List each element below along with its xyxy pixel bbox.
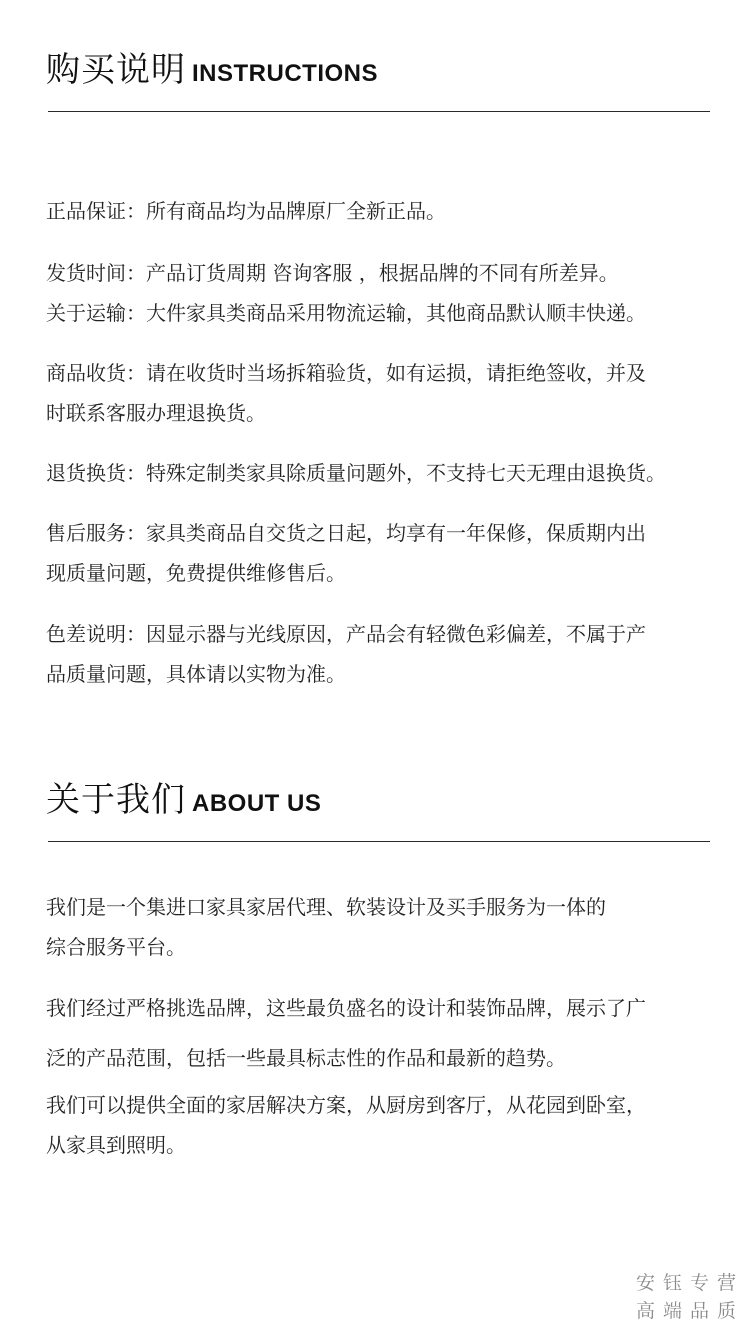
instructions-heading xyxy=(46,42,378,91)
instruction-line: 售后服务：家具类商品自交货之日起，均享有一年保修，保质期内出 xyxy=(46,521,646,545)
about-line: 我们可以提供全面的家居解决方案，从厨房到客厅，从花园到卧室， xyxy=(46,1093,646,1117)
about-title-en: ABOUT US xyxy=(192,790,322,817)
instruction-line: 发货时间：产品订货周期 咨询客服 ，根据品牌的不同有所差异。 xyxy=(46,261,619,285)
about-line: 我们经过严格挑选品牌，这些最负盛名的设计和装饰品牌，展示了广 xyxy=(46,996,646,1020)
instruction-item-after-sales xyxy=(46,513,706,593)
instruction-line: 时联系客服办理退换货。 xyxy=(46,401,266,425)
watermark-line-1: 安钰专营 xyxy=(635,1272,744,1294)
instructions-divider xyxy=(48,111,710,112)
about-line: 泛的产品范围，包括一些最具标志性的作品和最新的趋势。 xyxy=(46,1046,566,1070)
watermark-line-2: 高端品质 xyxy=(635,1300,744,1322)
instructions-title-cn: 购买说明 xyxy=(46,50,186,90)
about-line: 综合服务平台。 xyxy=(46,935,186,959)
about-paragraph-solutions xyxy=(46,1085,706,1165)
instruction-item-receipt xyxy=(46,353,706,433)
about-paragraph-intro xyxy=(46,887,706,967)
instruction-item-color-difference xyxy=(46,614,706,694)
instruction-item-shipping xyxy=(46,253,706,333)
instruction-item-authenticity xyxy=(46,191,706,231)
about-line: 我们是一个集进口家具家居代理、软装设计及买手服务为一体的 xyxy=(46,895,606,919)
instruction-line: 退货换货：特殊定制类家具除质量问题外，不支持七天无理由退换货。 xyxy=(46,461,666,485)
about-title-cn: 关于我们 xyxy=(46,780,186,820)
instruction-item-returns xyxy=(46,453,706,493)
about-line: 从家具到照明。 xyxy=(46,1133,186,1157)
instructions-title-en: INSTRUCTIONS xyxy=(192,60,378,87)
instruction-line: 正品保证：所有商品均为品牌原厂全新正品。 xyxy=(46,199,446,223)
instruction-line: 关于运输：大件家具类商品采用物流运输，其他商品默认顺丰快递。 xyxy=(46,301,646,325)
about-heading xyxy=(46,772,321,821)
instruction-line: 商品收货：请在收货时当场拆箱验货，如有运损，请拒绝签收，并及 xyxy=(46,361,646,385)
about-paragraph-brands xyxy=(46,983,706,1083)
instruction-line: 色差说明：因显示器与光线原因，产品会有轻微色彩偏差，不属于产 xyxy=(46,622,646,646)
about-divider xyxy=(48,841,710,842)
instruction-line: 品质量问题，具体请以实物为准。 xyxy=(46,662,346,686)
instruction-line: 现质量问题，免费提供维修售后。 xyxy=(46,561,346,585)
brand-watermark xyxy=(636,1269,744,1325)
